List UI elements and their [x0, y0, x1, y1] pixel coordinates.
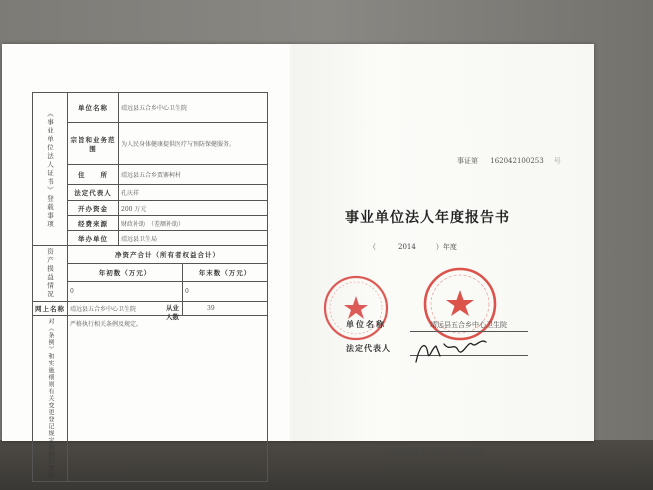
begin-year-value: 0 — [68, 281, 183, 301]
unit-name-label: 单位名称 — [68, 93, 119, 123]
purpose-label: 宗旨和业务范围 — [68, 123, 119, 165]
unit-name-field-label: 单位名称 — [346, 319, 386, 329]
funding-label: 经费来源 — [68, 216, 119, 231]
compliance-value: 严格执行相关条例及规定。 — [68, 316, 268, 482]
reg-number-value: 162042100253 — [490, 157, 544, 165]
year-close: ）年度 — [435, 243, 457, 251]
end-year-label: 年末数（万元） — [183, 263, 268, 281]
assets-label: 资产损益情况 — [33, 246, 68, 302]
reg-label: 事证第 — [457, 157, 478, 165]
unit-name-underline — [410, 331, 528, 332]
unit-name-field-value: 靖远县五合乡中心卫生院 — [430, 321, 507, 329]
registration-form-table — [32, 92, 268, 482]
web-name-label: 网上名称 — [33, 302, 68, 316]
sponsor-label: 举办单位 — [68, 231, 119, 246]
address-label: 住 所 — [68, 165, 119, 185]
sponsor-value: 靖远县卫生局 — [119, 231, 268, 246]
registration-number — [457, 156, 561, 166]
net-assets-label: 净资产合计（所有者权益合计） — [68, 246, 268, 264]
signature-scribble — [410, 334, 492, 366]
capital-value: 200 万元 — [119, 201, 268, 216]
legal-rep-label: 法定代表人 — [68, 185, 119, 201]
capital-label: 开办资金 — [68, 201, 119, 216]
page-crease — [290, 44, 292, 441]
county-seal-stamp — [320, 272, 392, 344]
year-open: （ — [369, 243, 376, 251]
document-title: 事业单位法人年度报告书 — [345, 210, 510, 226]
report-year — [369, 242, 457, 252]
end-year-value: 0 — [183, 281, 268, 301]
report-document — [2, 44, 594, 479]
staff-count-label: 从业人数 — [166, 304, 179, 321]
web-name-text: 靖远县五合乡中心卫生院 — [70, 306, 137, 313]
hospital-seal-stamp — [420, 264, 500, 344]
web-name-value — [68, 302, 183, 321]
begin-year-label: 年初数（万元） — [68, 263, 183, 281]
staff-count-value: 39 — [183, 302, 268, 316]
reg-suffix: 号 — [553, 157, 561, 165]
compliance-label: 对《条例》和实施细则有关变更登记规定的执行情况 — [33, 316, 68, 482]
legal-rep-field-label: 法定代表人 — [346, 343, 391, 353]
year-value: 2014 — [398, 243, 416, 251]
issuing-authority: 国家事业单位登记管理局制 — [388, 449, 484, 457]
funding-value: 财政补助 （差额补助） — [119, 216, 268, 231]
unit-name-value: 靖远县五合乡中心卫生院 — [119, 93, 268, 123]
section-label: 《事业单位法人证书》登载事项 — [33, 93, 68, 246]
legal-rep-value: 孔庆祥 — [119, 185, 268, 201]
address-value: 靖远县五合乡贾寨柯村 — [119, 165, 268, 185]
purpose-value: 为人民身体健康提供医疗与预防保健服务。 — [119, 123, 268, 165]
